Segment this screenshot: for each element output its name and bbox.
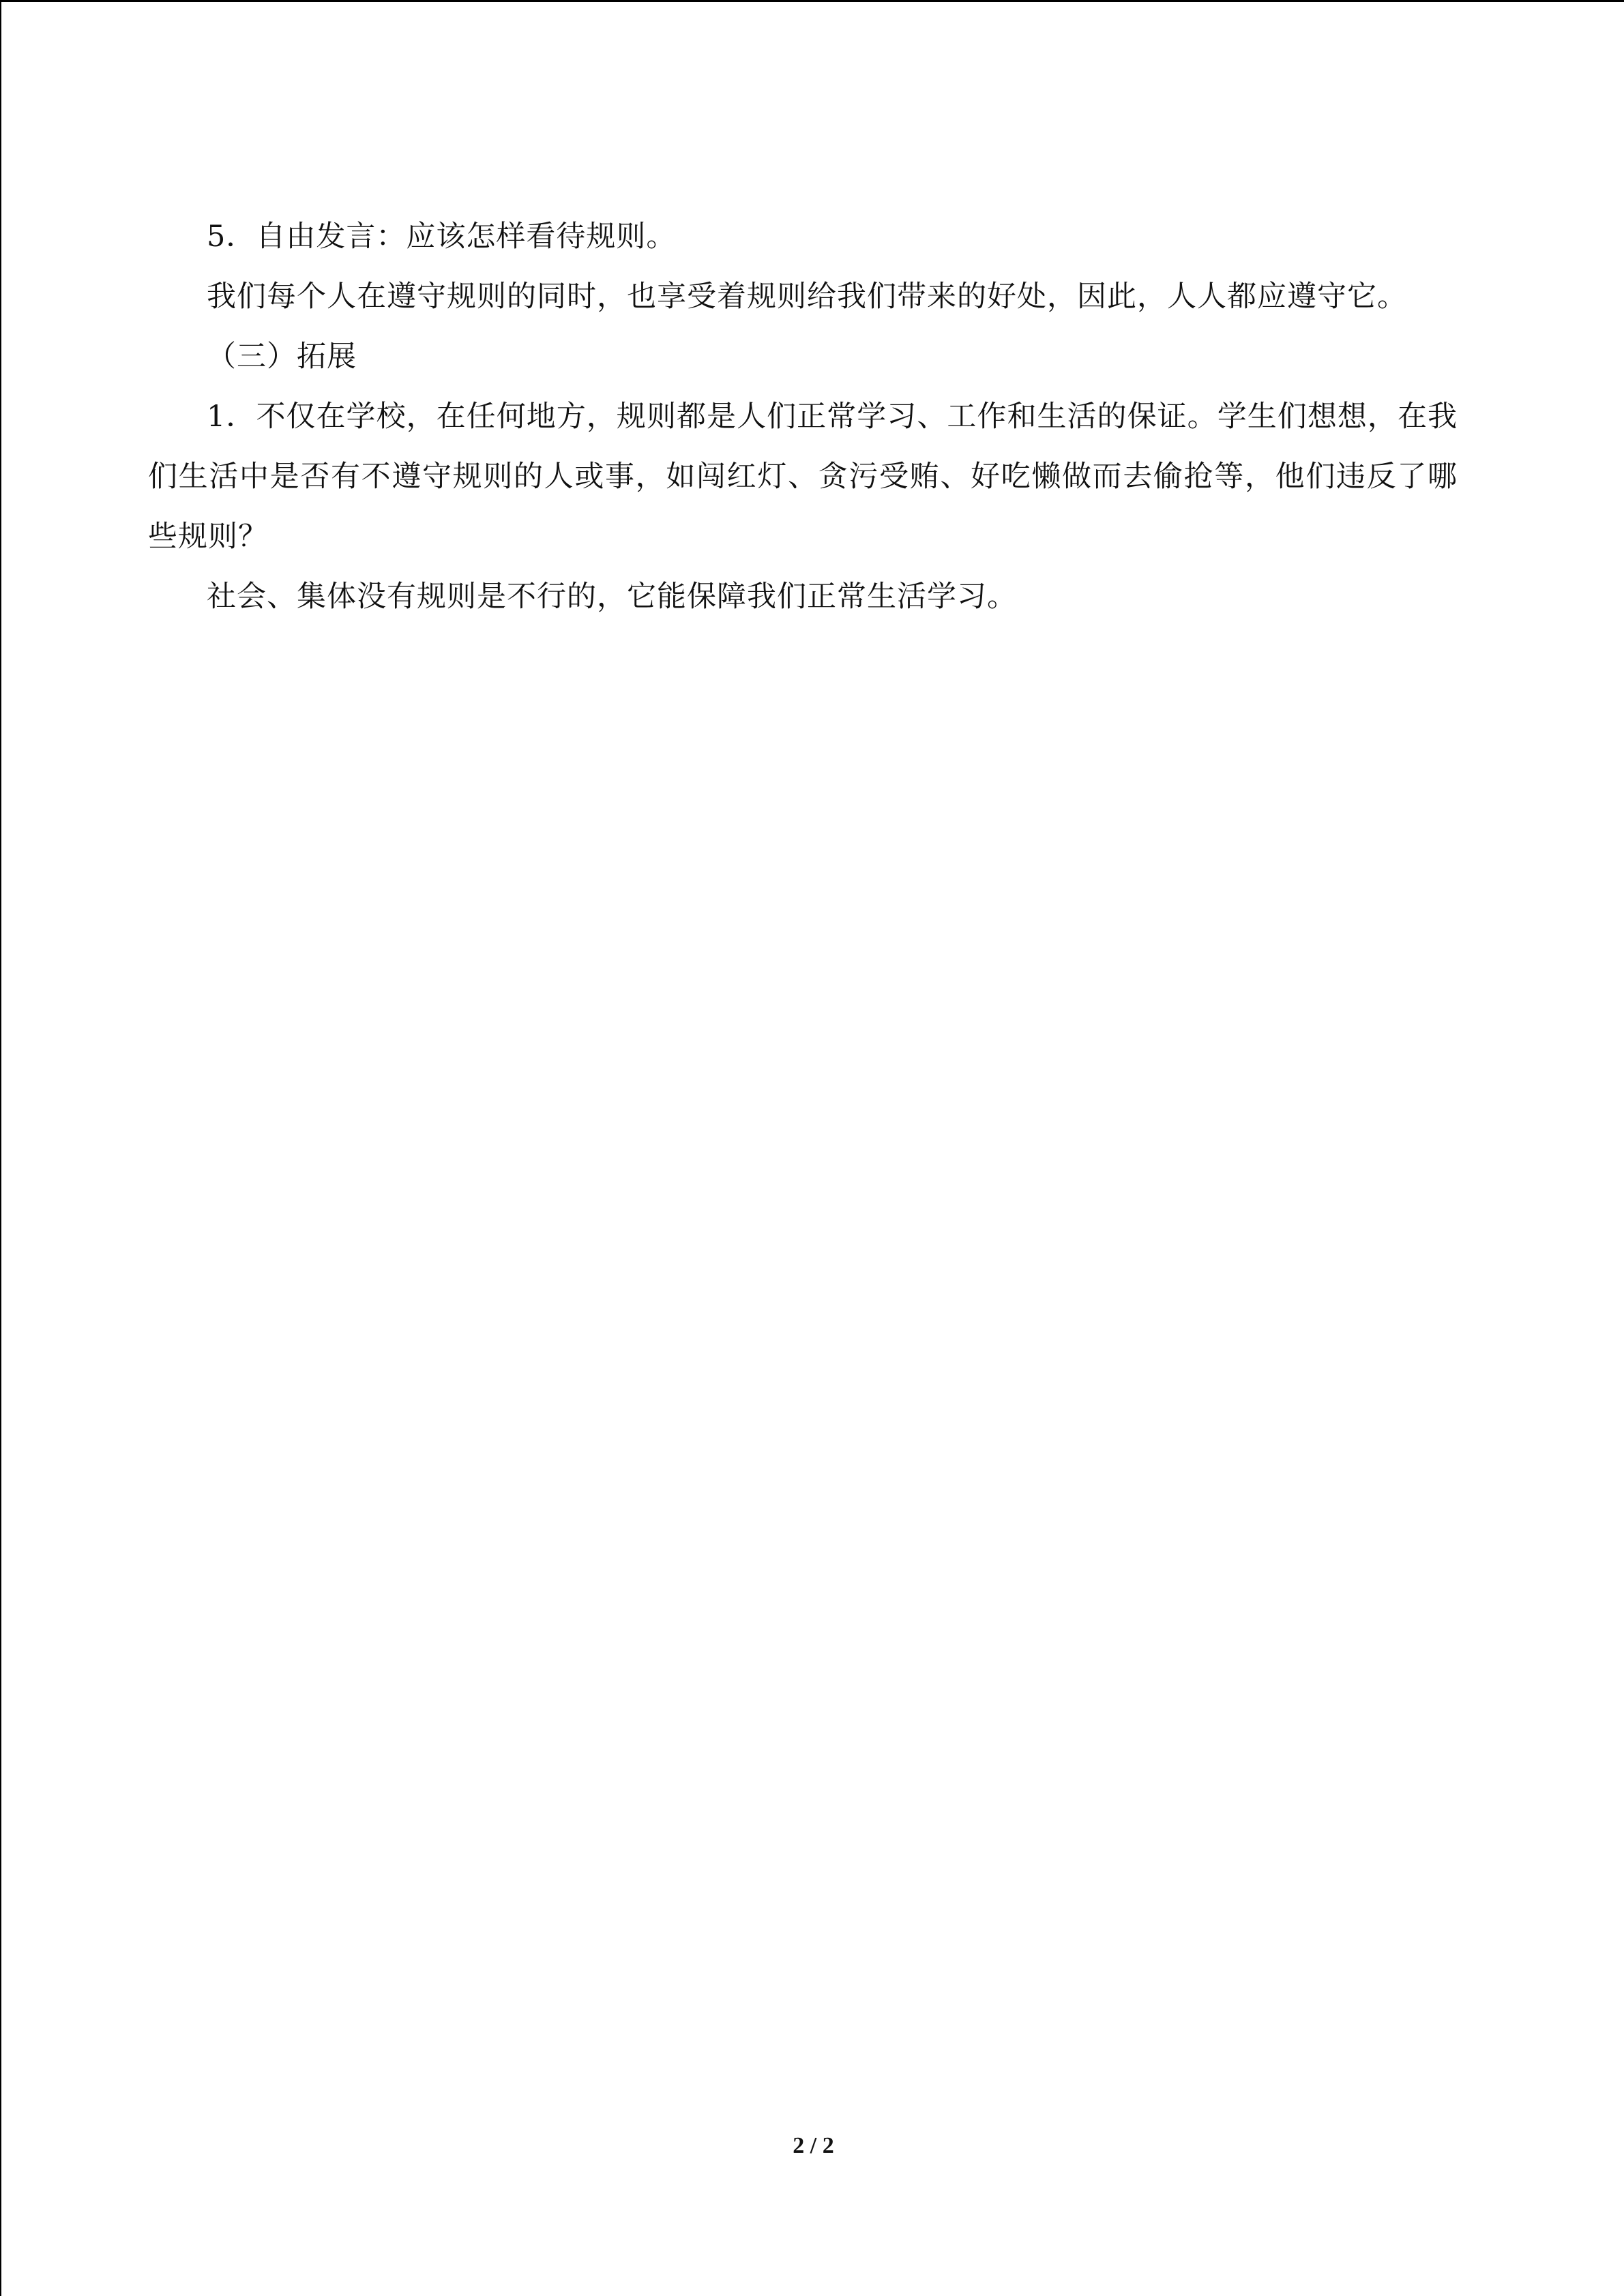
- paragraph-free-speech: 5．自由发言：应该怎样看待规则。: [207, 220, 677, 254]
- paragraph-society-rules: 社会、集体没有规则是不行的，它能保障我们正常生活学习。: [207, 580, 1017, 614]
- section-heading-extension: （三）拓展: [207, 340, 357, 374]
- paragraph-rules-everywhere: 1．不仅在学校，在任何地方，规则都是人们正常学习、工作和生活的保证。学生们想想，在我们生活中是否有不遵守规则的人或事，如闯红灯、贪污受贿、好吃懒做而去偷抢等，他们违反了哪些规则？: [148, 400, 1458, 554]
- paragraph-obey-rules: 我们每个人在遵守规则的同时，也享受着规则给我们带来的好处，因此，人人都应遵守它。: [207, 280, 1407, 314]
- page-number: 2 / 2: [793, 2133, 834, 2158]
- document-body: [148, 207, 1458, 627]
